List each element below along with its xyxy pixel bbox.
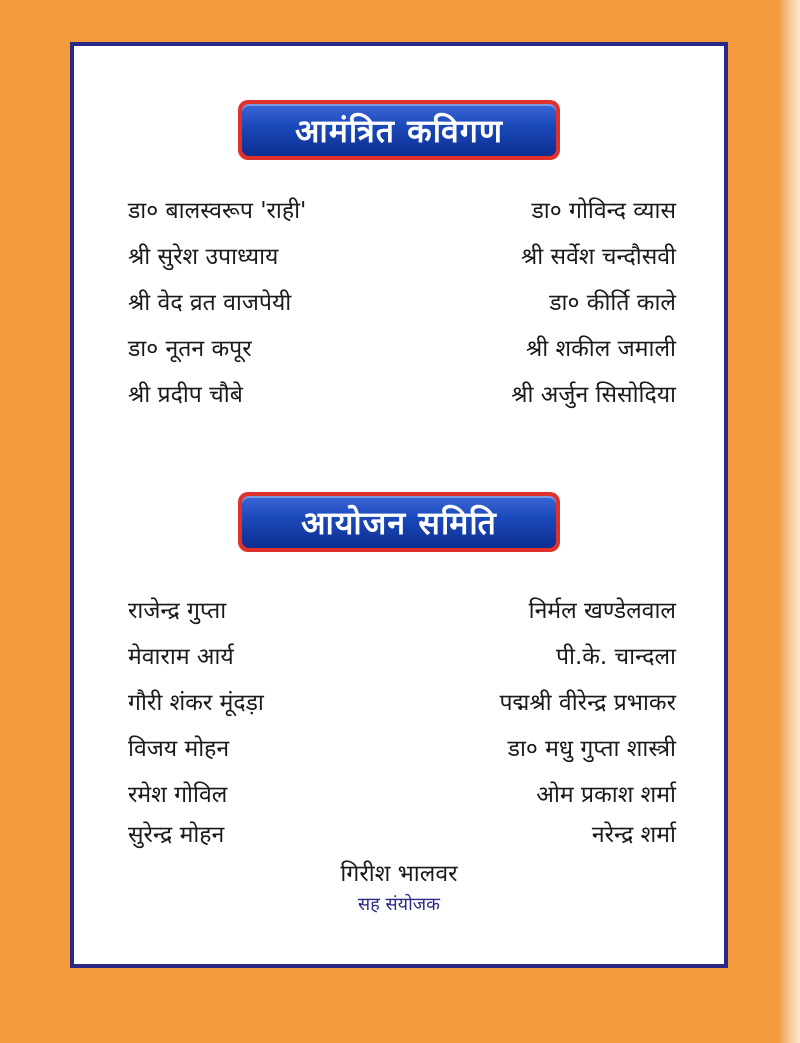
poets-banner (238, 100, 560, 160)
paper-edge (778, 0, 800, 1043)
committee-member: मेवाराम आर्य (128, 644, 234, 670)
committee-member: पद्मश्री वीरेन्द्र प्रभाकर (499, 690, 676, 716)
poet-name: श्री शकील जमाली (525, 336, 676, 362)
poet-name: डा० बालस्वरूप 'राही' (128, 198, 307, 224)
committee-member: नरेन्द्र शर्मा (591, 822, 676, 848)
poet-name: श्री अर्जुन सिसोदिया (511, 382, 676, 408)
committee-member: सुरेन्द्र मोहन (128, 822, 225, 848)
coordinator-role: सह संयोजक (358, 894, 440, 915)
poet-name: श्री सुरेश उपाध्याय (128, 244, 279, 270)
poet-name: श्री प्रदीप चौबे (128, 382, 243, 408)
poet-name: श्री वेद व्रत वाजपेयी (128, 290, 292, 316)
committee-member: ओम प्रकाश शर्मा (536, 782, 676, 808)
coordinator-name: गिरीश भालवर (340, 861, 458, 887)
poet-name: डा० गोविन्द व्यास (531, 198, 676, 224)
committee-member: डा० मधु गुप्ता शास्त्री (507, 736, 676, 762)
committee-member: पी.के. चान्दला (555, 644, 676, 670)
committee-member: निर्मल खण्डेलवाल (528, 598, 676, 624)
poets-title: आमंत्रित कविगण (242, 104, 556, 156)
committee-member: रमेश गोविल (128, 782, 228, 808)
poet-name: श्री सर्वेश चन्दौसवी (520, 244, 676, 270)
committee-member: राजेन्द्र गुप्ता (128, 598, 227, 624)
poet-name: डा० कीर्ति काले (549, 290, 676, 316)
committee-member: विजय मोहन (128, 736, 230, 762)
committee-banner (238, 492, 560, 552)
poet-name: डा० नूतन कपूर (128, 336, 252, 362)
invitation-card (70, 42, 728, 968)
committee-title: आयोजन समिति (242, 496, 556, 548)
committee-member: गौरी शंकर मूंदड़ा (128, 690, 264, 716)
